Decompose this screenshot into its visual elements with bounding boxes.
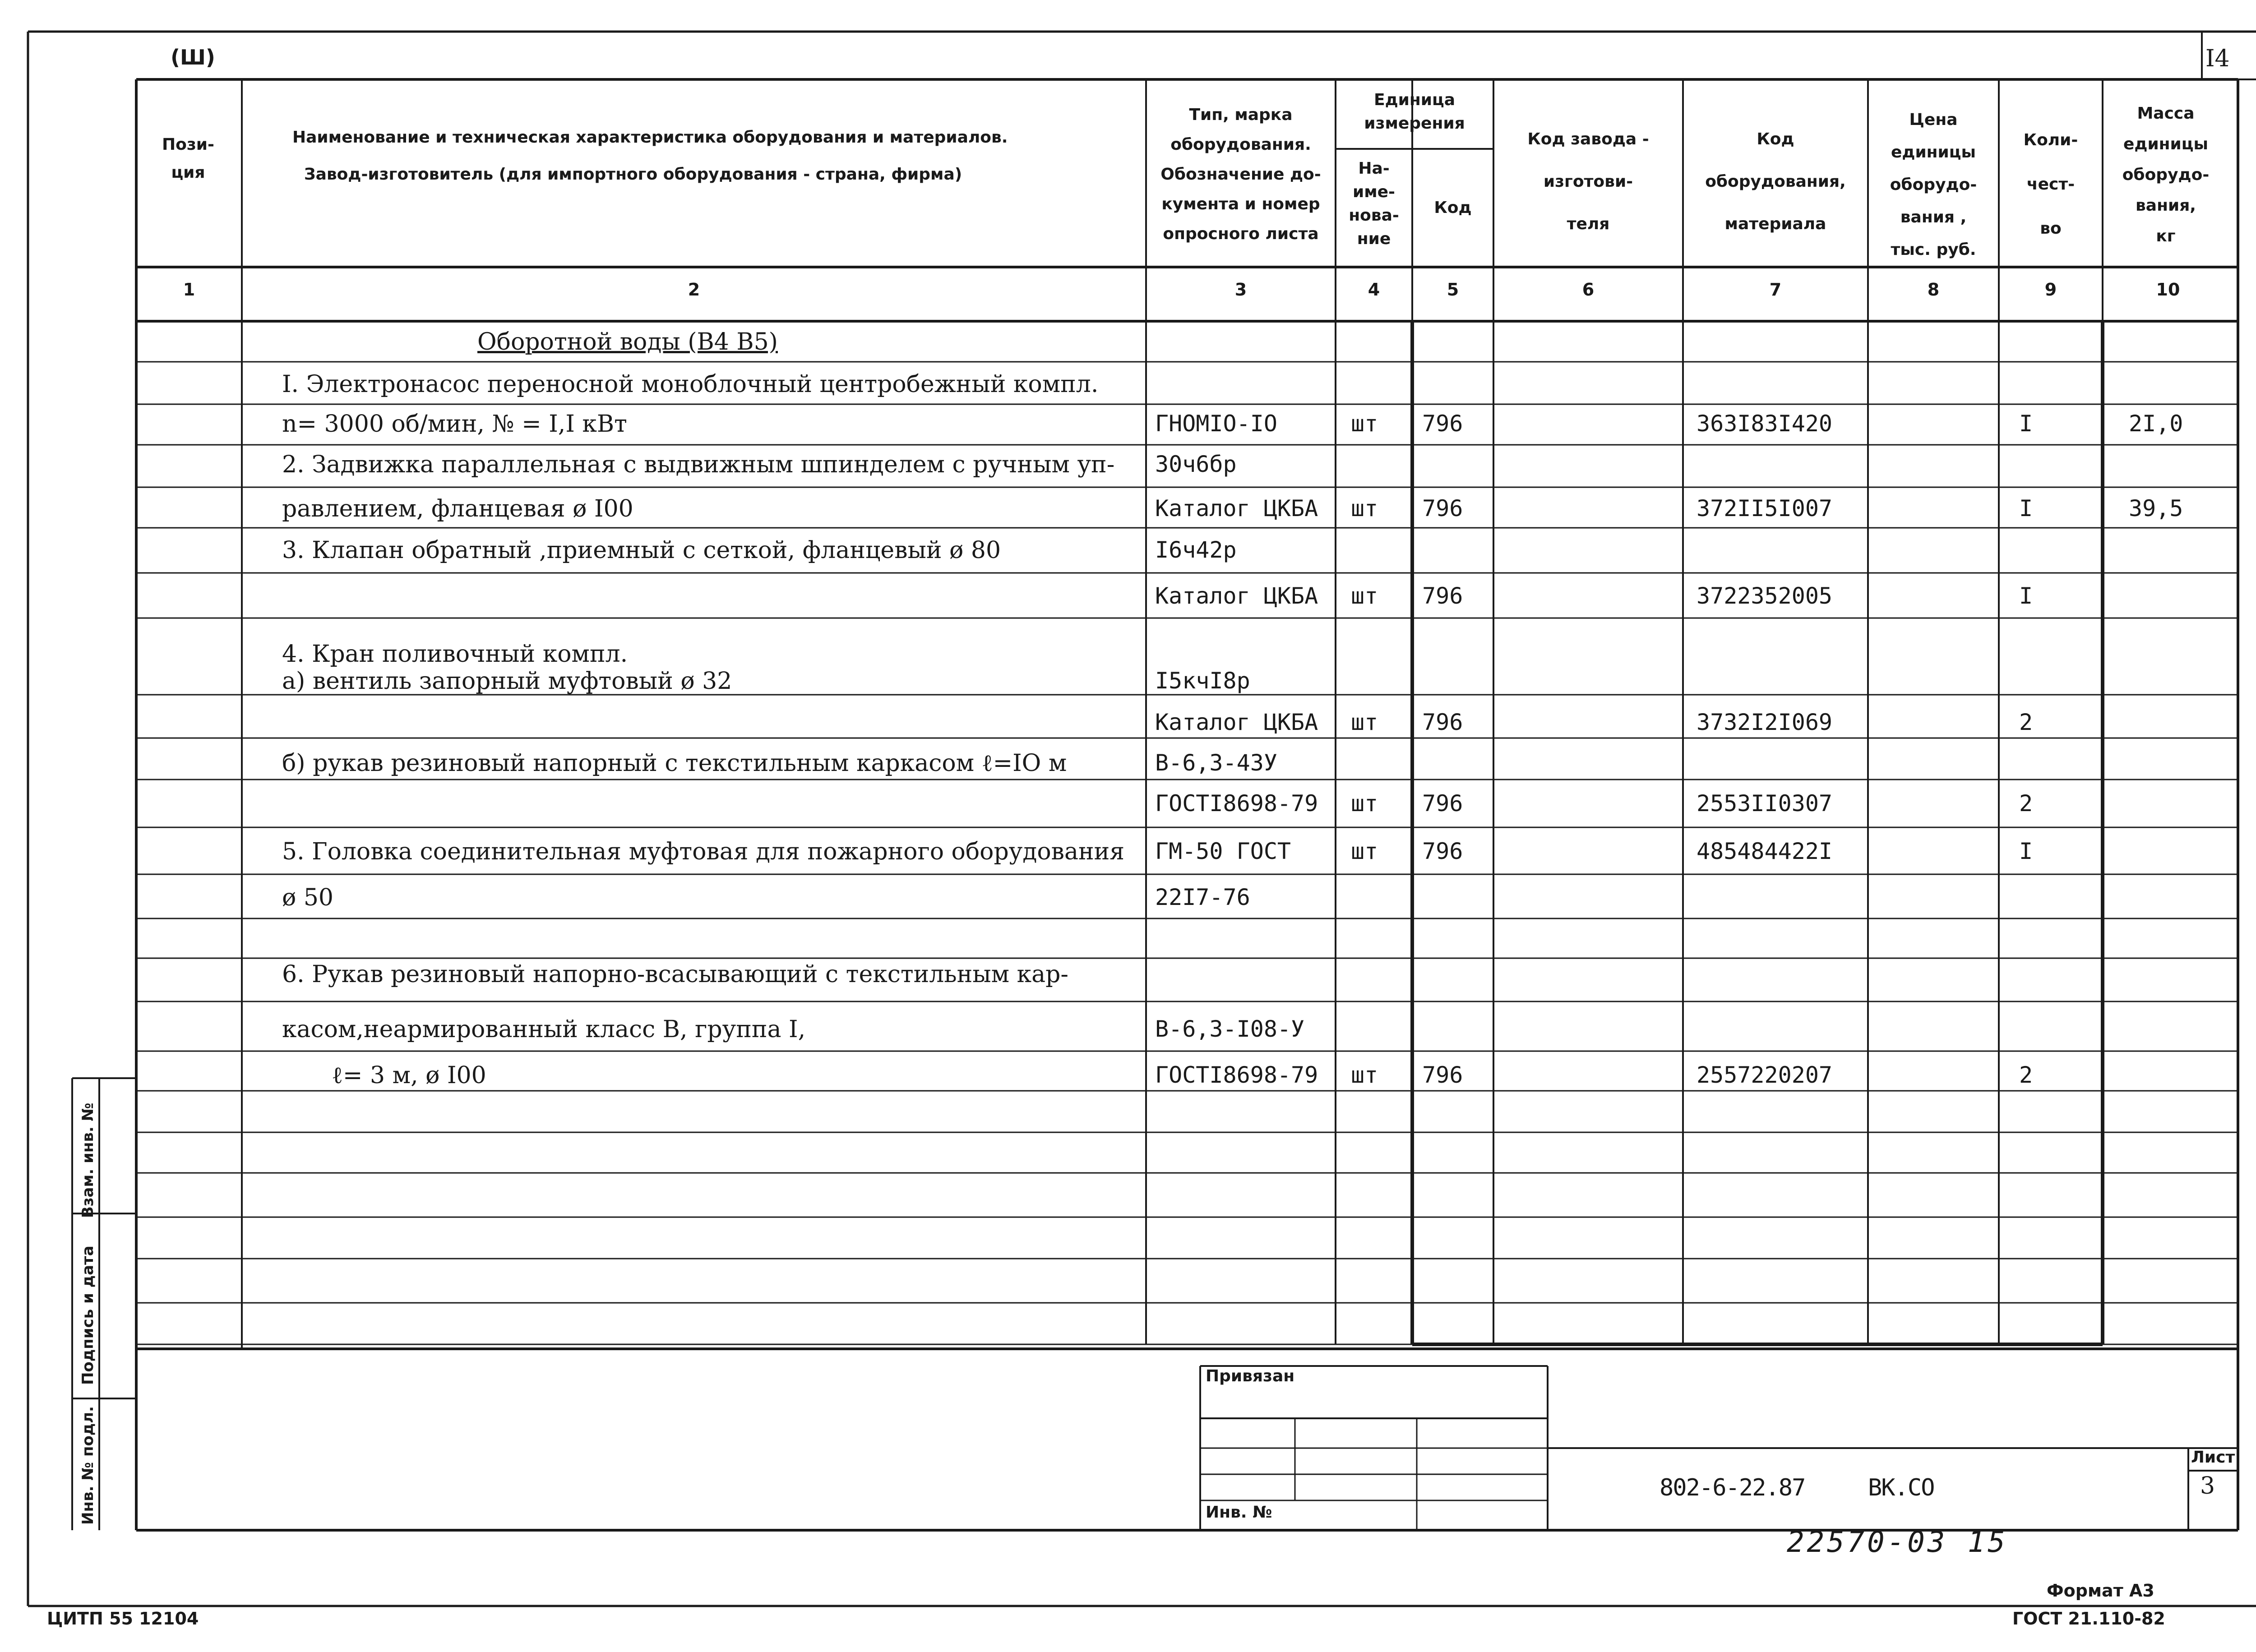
- header-name-line: Наименование и техническая характеристика оборудования и материалов.: [292, 128, 1008, 147]
- header-price-line: тыс. руб.: [1891, 240, 1976, 259]
- header-quantity-line: Коли-: [2023, 131, 2078, 149]
- row-qty: I: [2019, 583, 2033, 609]
- row-unit: шт: [1351, 495, 1378, 521]
- header-equipment-code: [1683, 118, 1868, 245]
- col-number: 1: [183, 280, 195, 300]
- row-code: 3732I2I069: [1697, 709, 1833, 735]
- header-type-line: Тип, марка: [1189, 106, 1293, 124]
- header-factory-code: [1493, 118, 1683, 245]
- corner-mark: (Ш): [171, 45, 215, 69]
- row-name: ℓ= 3 м, ø I00: [332, 1062, 486, 1089]
- row-name: I. Электронасос переносной моноблочный центробежный компл.: [282, 371, 1099, 398]
- row-qty: I: [2019, 838, 2033, 864]
- header-quantity-line: чест-: [2026, 175, 2075, 194]
- title-doc-code: 802-6-22.87: [1660, 1474, 1805, 1501]
- side-label-signature-date: Подпись и дата: [79, 1246, 97, 1385]
- row-name: равлением, фланцевая ø I00: [282, 495, 633, 522]
- header-unit-group: [1336, 88, 1493, 135]
- header-unit-name-line: На-: [1358, 159, 1390, 178]
- row-code: 372II5I007: [1697, 495, 1833, 521]
- row-type: I5кчI8р: [1155, 668, 1250, 694]
- row-type: I6ч42р: [1155, 537, 1237, 563]
- row-type: В-6,3-I08-У: [1155, 1016, 1305, 1042]
- row-qty: I: [2019, 495, 2033, 521]
- header-unit-line: измерения: [1364, 114, 1465, 133]
- header-mass-line: Масса: [2137, 104, 2195, 123]
- row-mass: 39,5: [2129, 495, 2183, 521]
- header-price-line: единицы: [1891, 143, 1976, 162]
- row-unit-code: 796: [1422, 583, 1463, 609]
- row-unit: шт: [1351, 709, 1378, 735]
- stamp-number: 22570-03 15: [1787, 1526, 2008, 1559]
- row-name: 5. Головка соединительная муфтовая для пожарного оборудования: [282, 838, 1125, 865]
- row-type: ГНОМIО-IО: [1155, 411, 1277, 437]
- header-type-line: опросного листа: [1163, 225, 1319, 243]
- org-code-label: ЦИТП 55 12104: [47, 1609, 199, 1629]
- row-name: касом,неармированный класс В, группа I,: [282, 1016, 806, 1043]
- row-type: ГОСТI8698-79: [1155, 790, 1318, 817]
- header-unit-name-line: име-: [1352, 183, 1395, 201]
- side-label-inv-original: Инв. № подл.: [79, 1406, 97, 1525]
- row-unit: шт: [1351, 790, 1378, 817]
- row-unit: шт: [1351, 838, 1378, 864]
- row-name: 3. Клапан обратный ,приемный с сеткой, фланцевый ø 80: [282, 537, 1001, 564]
- header-equipment-line: Код: [1757, 130, 1794, 148]
- row-qty: I: [2019, 411, 2033, 437]
- header-factory-line: изготови-: [1543, 172, 1633, 191]
- header-price-line: Цена: [1909, 111, 1958, 129]
- col-number: 9: [2044, 280, 2057, 300]
- row-qty: 2: [2019, 790, 2033, 817]
- col-number: 3: [1234, 280, 1247, 300]
- row-unit: шт: [1351, 583, 1378, 609]
- header-position-line: ция: [171, 163, 205, 182]
- row-code: 485484422I: [1697, 838, 1833, 864]
- col-number: 6: [1582, 280, 1595, 300]
- col-number: 5: [1447, 280, 1459, 300]
- col-number: 7: [1769, 280, 1782, 300]
- header-type-line: Обозначение до-: [1160, 165, 1321, 184]
- gost-label: ГОСТ 21.110-82: [2012, 1609, 2165, 1629]
- col-number: 8: [1927, 280, 1940, 300]
- row-qty: 2: [2019, 709, 2033, 735]
- row-code: 2553II0307: [1697, 790, 1833, 817]
- row-type: ГОСТI8698-79: [1155, 1062, 1318, 1088]
- row-type: Каталог ЦКБА: [1155, 583, 1318, 609]
- row-unit-code: 796: [1422, 411, 1463, 437]
- row-type: ГМ-50 ГОСТ: [1155, 838, 1291, 864]
- header-name-line: Завод-изготовитель (для импортного оборудования - страна, фирма): [304, 165, 962, 184]
- col-number: 4: [1368, 280, 1380, 300]
- header-factory-line: Код завода -: [1527, 130, 1649, 148]
- row-unit-code: 796: [1422, 838, 1463, 864]
- title-doc-mark: ВК.СО: [1868, 1474, 1934, 1501]
- col-number: 10: [2156, 280, 2180, 300]
- header-mass-line: единицы: [2123, 135, 2209, 153]
- header-unit-name-line: нова-: [1349, 206, 1399, 225]
- row-unit-code: 796: [1422, 495, 1463, 521]
- format-label: Формат А3: [2047, 1581, 2154, 1601]
- row-unit-code: 796: [1422, 709, 1463, 735]
- row-name: 2. Задвижка параллельная с выдвижным шпинделем с ручным уп-: [282, 451, 1115, 478]
- header-mass-line: оборудо-: [2122, 166, 2210, 184]
- title-sheet-label: Лист: [2191, 1448, 2235, 1467]
- header-name: [292, 126, 1008, 186]
- row-name: 4. Кран поливочный компл.: [282, 641, 628, 668]
- row-name: 6. Рукав резиновый напорно-всасывающий с текстильным кар-: [282, 961, 1068, 988]
- row-type: 22I7-76: [1155, 884, 1250, 910]
- header-quantity-line: во: [2040, 219, 2062, 238]
- header-price-line: вания ,: [1900, 208, 1967, 226]
- title-bound-label: Привязан: [1206, 1367, 1295, 1385]
- row-type: Каталог ЦКБА: [1155, 495, 1318, 521]
- row-type: Каталог ЦКБА: [1155, 709, 1318, 735]
- header-position: [136, 131, 240, 187]
- row-name: n= 3000 об/мин, № = I,I кВт: [282, 411, 627, 438]
- header-position-line: Пози-: [162, 135, 214, 154]
- row-name: а) вентиль запорный муфтовый ø 32: [282, 668, 732, 695]
- header-mass-line: вания,: [2136, 196, 2196, 215]
- row-name: Оборотной воды (В4 В5): [477, 328, 778, 355]
- title-inv-label: Инв. №: [1206, 1503, 1272, 1522]
- header-type-line: оборудования.: [1170, 135, 1311, 154]
- header-unit-code: Код: [1434, 198, 1472, 217]
- row-type: 30ч6бр: [1155, 451, 1237, 477]
- row-name: ø 50: [282, 884, 334, 911]
- row-unit-code: 796: [1422, 790, 1463, 817]
- col-number: 2: [688, 280, 700, 300]
- header-equipment-line: оборудования,: [1705, 172, 1846, 191]
- row-code: 2557220207: [1697, 1062, 1833, 1088]
- header-type: [1146, 100, 1336, 249]
- header-unit-name-line: ние: [1357, 230, 1391, 248]
- row-type: В-6,3-43У: [1155, 750, 1277, 776]
- header-type-line: кумента и номер: [1161, 195, 1320, 213]
- header-factory-line: теля: [1567, 215, 1610, 233]
- title-sheet-number: 3: [2200, 1472, 2215, 1500]
- header-quantity: [1999, 118, 2103, 251]
- row-code: 3722352005: [1697, 583, 1833, 609]
- row-unit: шт: [1351, 411, 1378, 437]
- header-unit-line: Единица: [1374, 91, 1455, 109]
- row-unit: шт: [1351, 1062, 1378, 1088]
- header-equipment-line: материала: [1724, 215, 1826, 233]
- header-unit-name: [1336, 157, 1412, 251]
- row-mass: 2I,0: [2129, 411, 2183, 437]
- header-mass: [2103, 98, 2229, 252]
- sheet-number: I4: [2205, 45, 2230, 72]
- side-label-replace-inv: Взам. инв. №: [79, 1103, 97, 1218]
- row-qty: 2: [2019, 1062, 2033, 1088]
- header-price: [1868, 104, 1999, 266]
- header-mass-line: кг: [2156, 227, 2176, 245]
- row-name: б) рукав резиновый напорный с текстильным каркасом ℓ=IО м: [282, 750, 1067, 777]
- row-code: 363I83I420: [1697, 411, 1833, 437]
- header-price-line: оборудо-: [1890, 175, 1977, 194]
- row-unit-code: 796: [1422, 1062, 1463, 1088]
